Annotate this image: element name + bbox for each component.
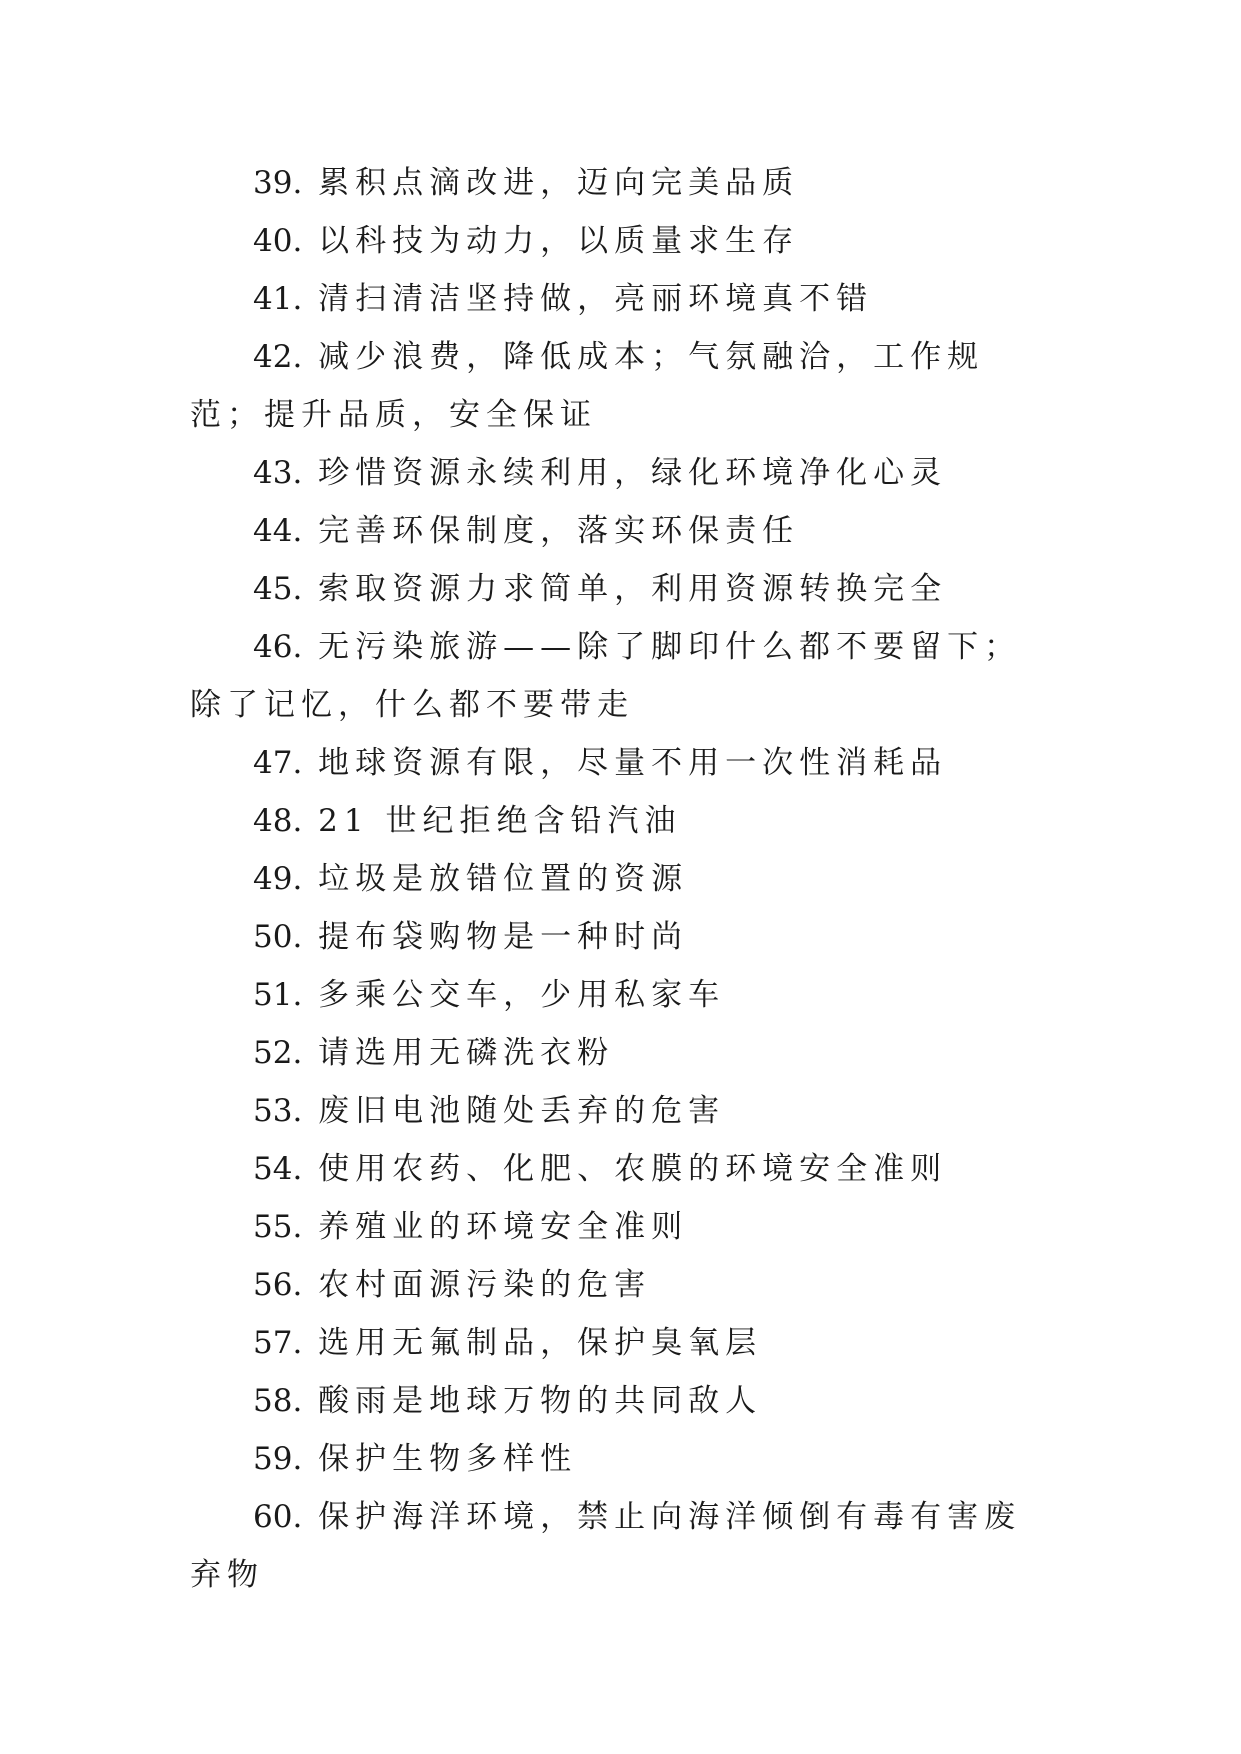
item-number: 58. (253, 1383, 303, 1419)
item-text: 索取资源力求简单，利用资源转换完全 (318, 571, 948, 607)
item-text: 提布袋购物是一种时尚 (318, 919, 689, 955)
item-number: 45. (253, 571, 303, 607)
item-number: 43. (253, 455, 303, 491)
item-text: 农村面源污染的危害 (318, 1267, 652, 1303)
item-number: 47. (253, 745, 303, 781)
list-item (190, 502, 1050, 560)
item-number: 51. (253, 977, 303, 1013)
item-number: 52. (253, 1035, 303, 1071)
item-text: 垃圾是放错位置的资源 (318, 861, 689, 897)
item-number: 39. (253, 165, 303, 201)
item-text: 使用农药、化肥、农膜的环境安全准则 (318, 1151, 948, 1187)
list-item (190, 154, 1050, 212)
list-item (190, 270, 1050, 328)
item-text: 废旧电池随处丢弃的危害 (318, 1093, 726, 1129)
list-item (190, 1488, 1050, 1604)
item-text: 酸雨是地球万物的共同敌人 (318, 1383, 763, 1419)
list-item (190, 618, 1050, 734)
item-number: 40. (253, 223, 303, 259)
item-text: 选用无氟制品，保护臭氧层 (318, 1325, 763, 1361)
list-item (190, 1082, 1050, 1140)
item-number: 41. (253, 281, 303, 317)
item-text: 累积点滴改进，迈向完美品质 (318, 165, 800, 201)
item-text: 保护生物多样性 (318, 1441, 578, 1477)
list-item (190, 734, 1050, 792)
list-item (190, 1430, 1050, 1488)
list-item (190, 908, 1050, 966)
list-item (190, 1372, 1050, 1430)
item-text: 保护海洋环境，禁止向海洋倾倒有毒有害废弃物 (190, 1499, 1022, 1593)
item-number: 48. (253, 803, 303, 839)
list-item (190, 212, 1050, 270)
item-text: 地球资源有限，尽量不用一次性消耗品 (318, 745, 948, 781)
item-text: 21 世纪拒绝含铅汽油 (318, 803, 682, 839)
item-text: 请选用无磷洗衣粉 (318, 1035, 615, 1071)
item-number: 53. (253, 1093, 303, 1129)
item-number: 49. (253, 861, 303, 897)
list-item (190, 1198, 1050, 1256)
list-item (190, 444, 1050, 502)
item-number: 42. (253, 339, 303, 375)
item-text: 珍惜资源永续利用，绿化环境净化心灵 (318, 455, 948, 491)
list-item (190, 1256, 1050, 1314)
list-item (190, 792, 1050, 850)
list-item (190, 850, 1050, 908)
item-number: 46. (253, 629, 303, 665)
item-text: 以科技为动力，以质量求生存 (318, 223, 800, 259)
item-number: 56. (253, 1267, 303, 1303)
list-item (190, 1314, 1050, 1372)
item-text: 完善环保制度，落实环保责任 (318, 513, 800, 549)
list-item (190, 560, 1050, 618)
item-number: 54. (253, 1151, 303, 1187)
slogan-list (190, 154, 1050, 1604)
list-item (190, 328, 1050, 444)
item-text: 减少浪费，降低成本；气氛融洽，工作规范；提升品质，安全保证 (190, 339, 985, 433)
item-text: 多乘公交车，少用私家车 (318, 977, 726, 1013)
item-number: 44. (253, 513, 303, 549)
item-text: 养殖业的环境安全准则 (318, 1209, 689, 1245)
item-number: 59. (253, 1441, 303, 1477)
item-text: 无污染旅游——除了脚印什么都不要留下；除了记忆，什么都不要带走 (190, 629, 1022, 723)
item-text: 清扫清洁坚持做，亮丽环境真不错 (318, 281, 874, 317)
item-number: 55. (253, 1209, 303, 1245)
item-number: 50. (253, 919, 303, 955)
item-number: 60. (253, 1499, 303, 1535)
list-item (190, 1024, 1050, 1082)
list-item (190, 966, 1050, 1024)
list-item (190, 1140, 1050, 1198)
item-number: 57. (253, 1325, 303, 1361)
